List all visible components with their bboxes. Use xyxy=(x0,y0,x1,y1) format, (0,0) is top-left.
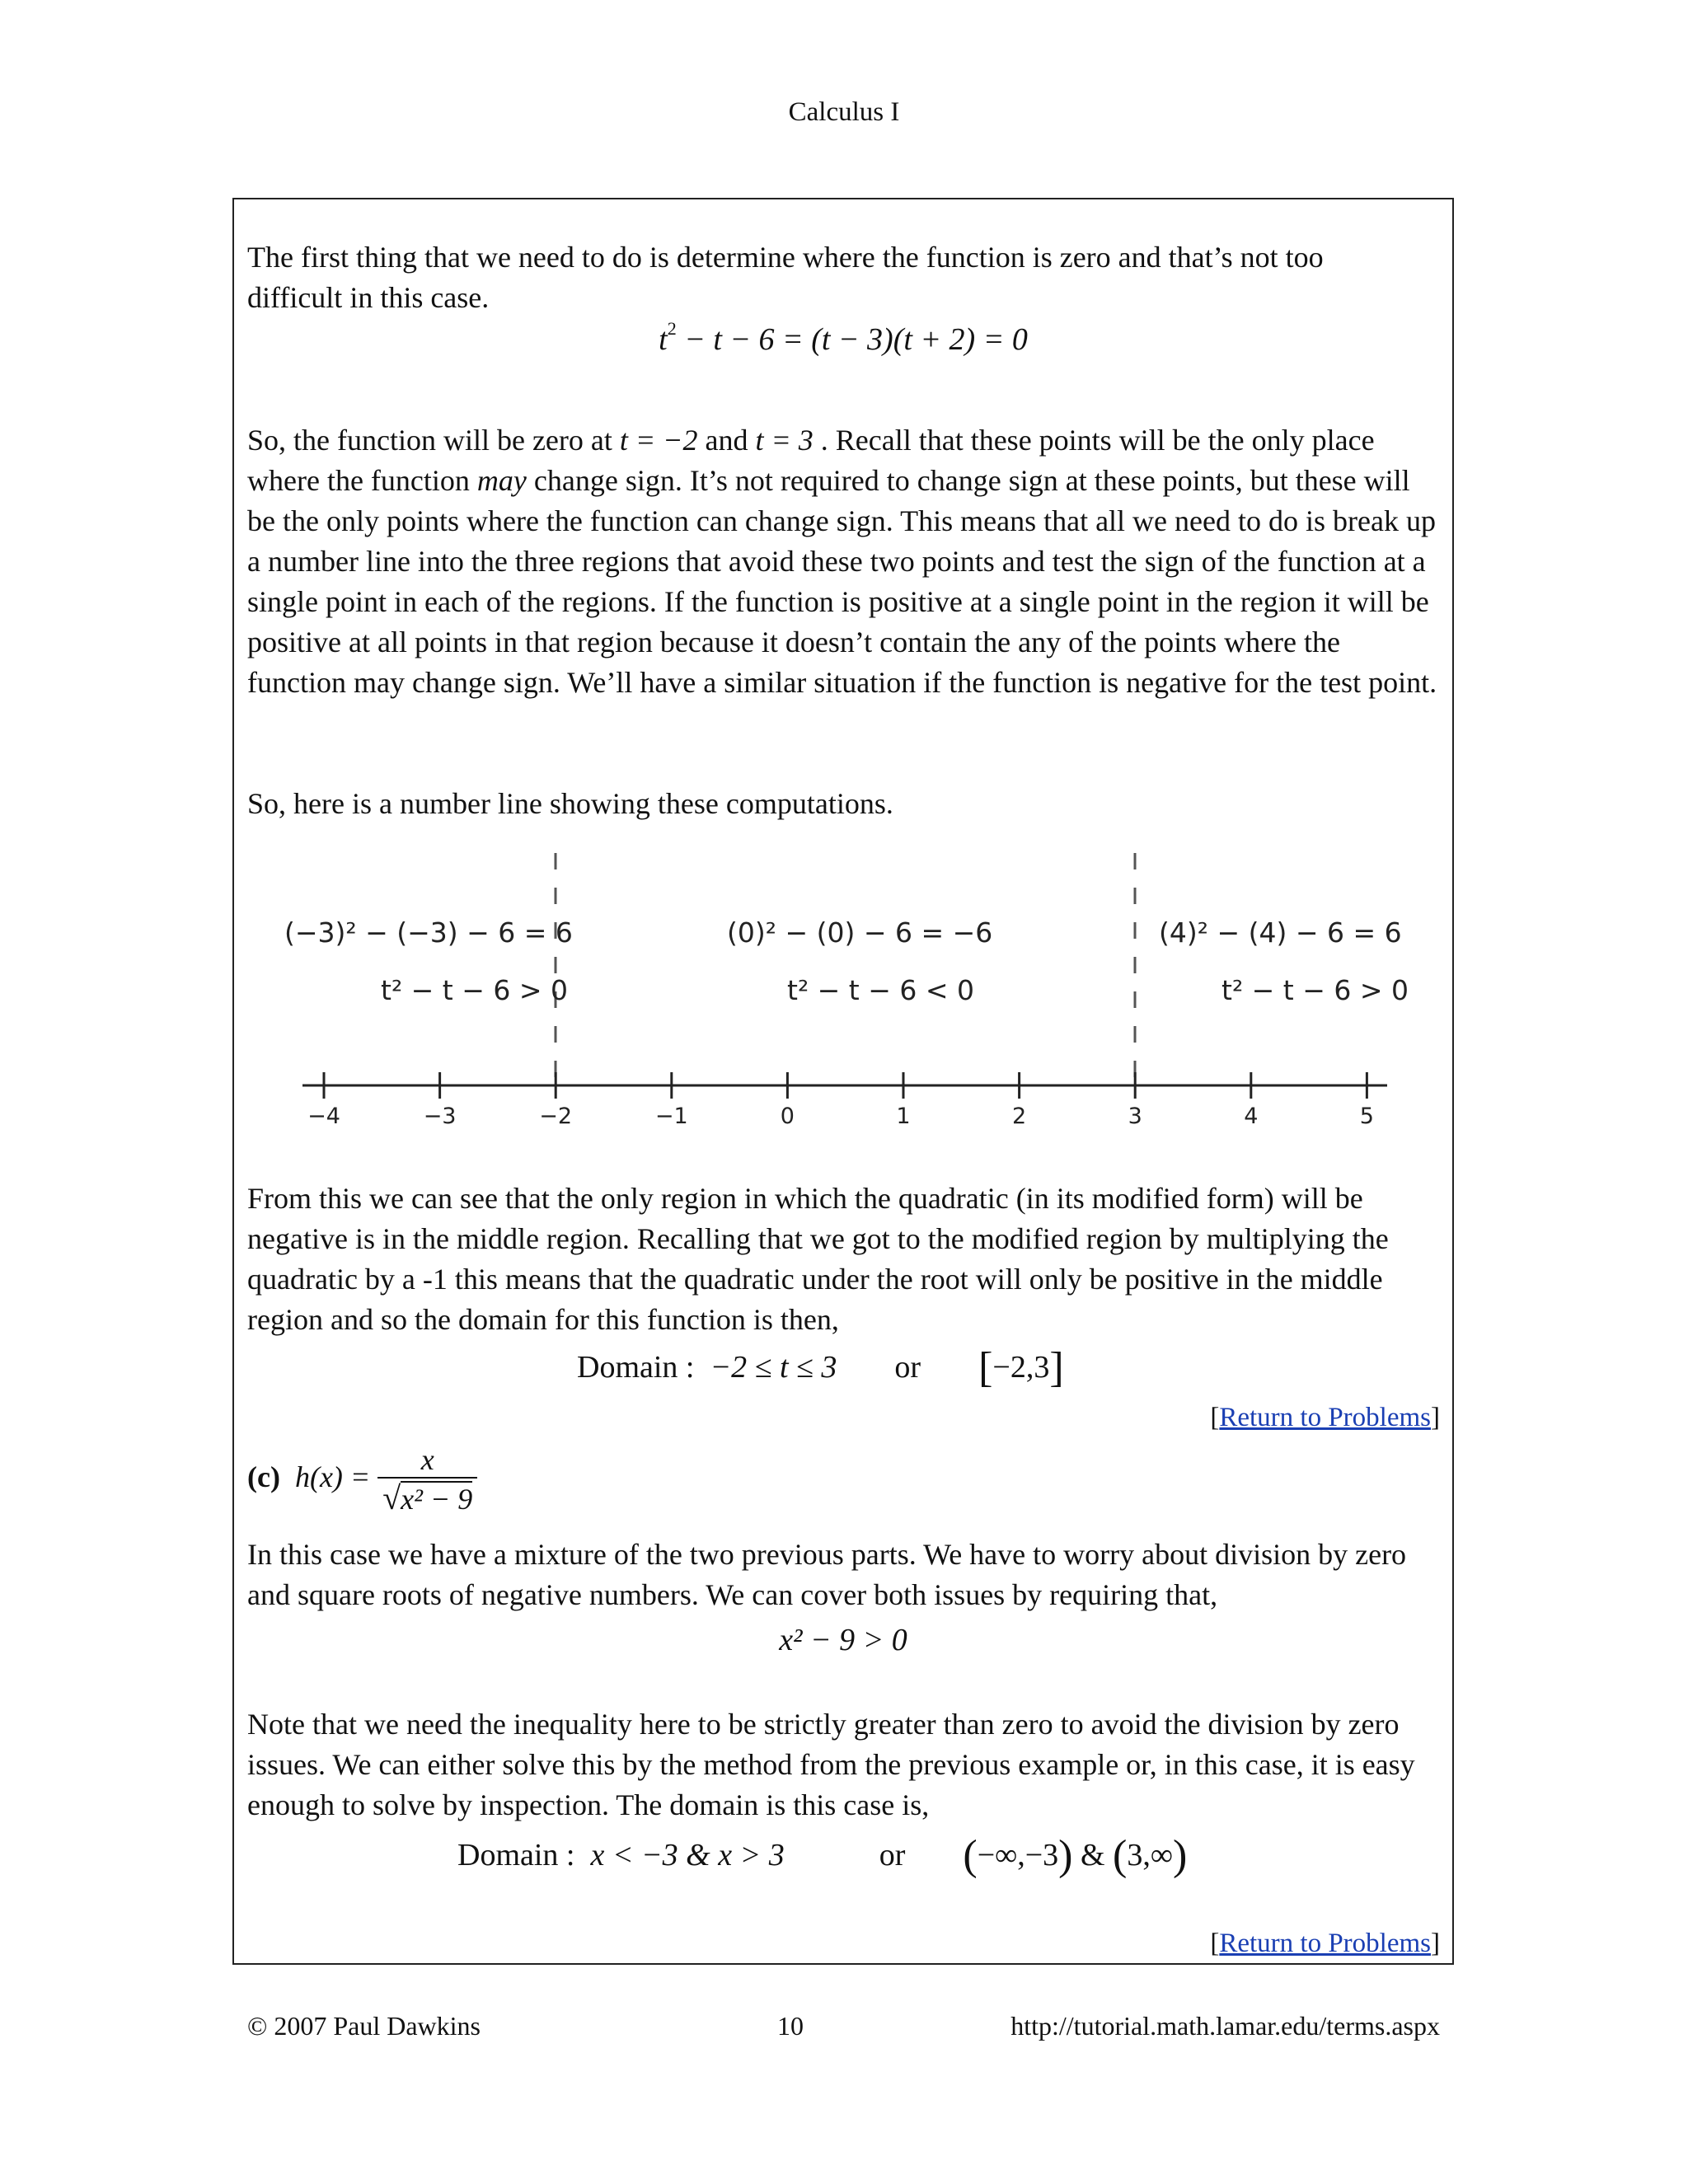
return-to-problems-link-2[interactable]: Return to Problems xyxy=(1219,1929,1431,1958)
domain-b-equation: Domain : −2 ≤ t ≤ 3 or [−2,3] xyxy=(577,1344,1064,1391)
tick-label: 2 xyxy=(1012,1104,1027,1129)
tick-label: 0 xyxy=(780,1104,795,1129)
footer-copyright: © 2007 Paul Dawkins xyxy=(247,2011,481,2041)
tick-label: 3 xyxy=(1128,1104,1142,1129)
part-c-paragraph-1: In this case we have a mixture of the two previous parts. We have to worry about division by zero and square roots of negative numbers. We can cover both issues by requiring that, xyxy=(247,1538,1407,1611)
factor-equation: $t^2 - t - 6 = (t - 3)(t + 2) = 0$ xyxy=(659,318,1028,357)
region-right-test: (4)² − (4) − 6 = 6 xyxy=(1159,916,1402,949)
region-right-sign: t² − t − 6 > 0 xyxy=(1221,974,1409,1006)
return-to-problems-link-1[interactable]: Return to Problems xyxy=(1219,1403,1431,1432)
domain-c-equation: Domain : x < −3 & x > 3 or (−∞,−3) & (3,∞) xyxy=(457,1832,1188,1879)
region-left-test: (−3)² − (−3) − 6 = 6 xyxy=(284,916,573,949)
part-c-fraction: $\frac{x}{\text{√x² − 9}}$ xyxy=(377,1442,477,1517)
footer-url: http://tutorial.math.lamar.edu/terms.aspx xyxy=(1010,2011,1440,2041)
tick-label: −1 xyxy=(654,1104,688,1129)
tick-label: −3 xyxy=(423,1104,457,1129)
tick-label: −4 xyxy=(307,1104,340,1129)
return-to-problems-1: [Return to Problems] xyxy=(1210,1403,1440,1432)
page-header: Calculus I xyxy=(788,97,900,127)
tick-label: 4 xyxy=(1244,1104,1259,1129)
part-c-paragraph-2: Note that we need the inequality here to be strictly greater than zero to avoid the division by zero issues. We can either solve this by the method from the previous example or, in this case, it is easy enough to solve by inspection. The domain is this case is, xyxy=(247,1708,1415,1821)
tick-label: −2 xyxy=(539,1104,573,1129)
region-middle-sign: t² − t − 6 < 0 xyxy=(787,974,974,1006)
region-middle-test: (0)² − (0) − 6 = −6 xyxy=(727,916,993,949)
part-c-inequality: x² − 9 > 0 xyxy=(779,1623,907,1657)
region-left-sign: t² − t − 6 > 0 xyxy=(381,974,568,1006)
tick-label: 5 xyxy=(1359,1104,1374,1129)
intro-line-2: difficult in this case. xyxy=(247,281,490,314)
numberline-intro: So, here is a number line showing these computations. xyxy=(247,787,893,820)
conclusion-paragraph: From this we can see that the only region in which the quadratic (in its modified form) will be negative is in the middle region. Recalling that we got to the modified region by multiplying the quadratic by a -1 this means that the quadratic under the root will only be positive in the middle region and so the domain for this function is then, xyxy=(247,1182,1389,1336)
zeros-paragraph: So, the function will be zero at t = −2 and t = 3 . Recall that these points will be the only place where the function may change sign. It’s not required to change sign at these points, but these will be the only points where the function can change sign. This means that all we need to do is break up a number line into the three regions that avoid these two points and test the sign of the function at a single point in each of the regions. If the function is positive at a single point in the region it will be positive at all points in that region because it doesn’t contain the any of the points where the function may change sign. We’ll have a similar situation if the function is negative for the test point. xyxy=(247,424,1437,699)
return-to-problems-2: [Return to Problems] xyxy=(1210,1929,1440,1958)
tick-label: 1 xyxy=(896,1104,911,1129)
footer-page-number: 10 xyxy=(777,2011,804,2041)
part-c-heading: (c) h(x) = $\frac{x}{\text{√x² − 9}}$ xyxy=(247,1442,477,1517)
intro-line-1: The first thing that we need to do is determine where the function is zero and that’s not too xyxy=(247,241,1324,274)
